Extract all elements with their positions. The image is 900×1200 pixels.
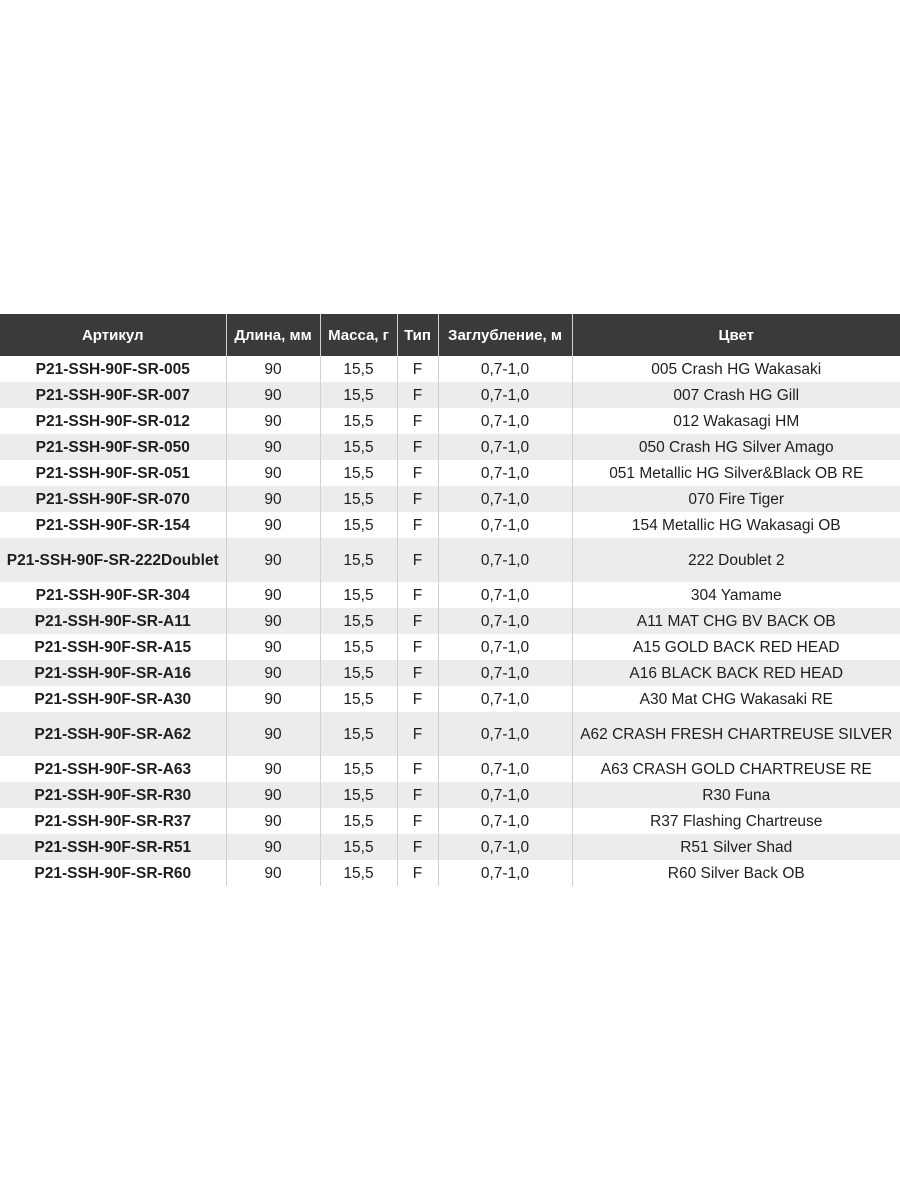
cell-depth: 0,7-1,0 <box>438 608 572 634</box>
cell-mass: 15,5 <box>320 756 397 782</box>
cell-length: 90 <box>226 860 320 886</box>
cell-color: 007 Crash HG Gill <box>572 382 900 408</box>
cell-article: P21-SSH-90F-SR-R60 <box>0 860 226 886</box>
cell-color: R37 Flashing Chartreuse <box>572 808 900 834</box>
cell-length: 90 <box>226 460 320 486</box>
cell-length: 90 <box>226 434 320 460</box>
cell-article: P21-SSH-90F-SR-A16 <box>0 660 226 686</box>
cell-mass: 15,5 <box>320 608 397 634</box>
cell-color: 154 Metallic HG Wakasagi OB <box>572 512 900 538</box>
cell-type: F <box>397 460 438 486</box>
cell-color: 070 Fire Tiger <box>572 486 900 512</box>
cell-depth: 0,7-1,0 <box>438 712 572 756</box>
cell-length: 90 <box>226 660 320 686</box>
cell-length: 90 <box>226 512 320 538</box>
cell-depth: 0,7-1,0 <box>438 782 572 808</box>
cell-length: 90 <box>226 538 320 582</box>
cell-type: F <box>397 608 438 634</box>
cell-article: P21-SSH-90F-SR-222Doublet <box>0 538 226 582</box>
cell-mass: 15,5 <box>320 834 397 860</box>
cell-type: F <box>397 382 438 408</box>
cell-type: F <box>397 782 438 808</box>
cell-type: F <box>397 834 438 860</box>
table-row <box>0 582 900 608</box>
table-row <box>0 382 900 408</box>
cell-length: 90 <box>226 834 320 860</box>
cell-color: 012 Wakasagi HM <box>572 408 900 434</box>
cell-article: P21-SSH-90F-SR-A15 <box>0 634 226 660</box>
cell-length: 90 <box>226 408 320 434</box>
cell-mass: 15,5 <box>320 686 397 712</box>
cell-mass: 15,5 <box>320 660 397 686</box>
cell-article: P21-SSH-90F-SR-A63 <box>0 756 226 782</box>
cell-depth: 0,7-1,0 <box>438 686 572 712</box>
table-row <box>0 512 900 538</box>
cell-mass: 15,5 <box>320 712 397 756</box>
cell-type: F <box>397 486 438 512</box>
cell-article: P21-SSH-90F-SR-R37 <box>0 808 226 834</box>
cell-color: R30 Funa <box>572 782 900 808</box>
header-color: Цвет <box>572 314 900 356</box>
cell-article: P21-SSH-90F-SR-A11 <box>0 608 226 634</box>
cell-color: 051 Metallic HG Silver&Black OB RE <box>572 460 900 486</box>
cell-type: F <box>397 538 438 582</box>
cell-article: P21-SSH-90F-SR-A30 <box>0 686 226 712</box>
cell-article: P21-SSH-90F-SR-070 <box>0 486 226 512</box>
cell-article: P21-SSH-90F-SR-R51 <box>0 834 226 860</box>
cell-type: F <box>397 582 438 608</box>
cell-depth: 0,7-1,0 <box>438 408 572 434</box>
cell-type: F <box>397 756 438 782</box>
cell-mass: 15,5 <box>320 582 397 608</box>
table-row <box>0 634 900 660</box>
table-row <box>0 834 900 860</box>
cell-mass: 15,5 <box>320 460 397 486</box>
cell-article: P21-SSH-90F-SR-007 <box>0 382 226 408</box>
table-body <box>0 356 900 886</box>
cell-depth: 0,7-1,0 <box>438 660 572 686</box>
cell-length: 90 <box>226 686 320 712</box>
cell-depth: 0,7-1,0 <box>438 756 572 782</box>
header-row <box>0 314 900 356</box>
cell-color: 005 Crash HG Wakasaki <box>572 356 900 382</box>
cell-mass: 15,5 <box>320 512 397 538</box>
cell-type: F <box>397 686 438 712</box>
cell-mass: 15,5 <box>320 808 397 834</box>
cell-mass: 15,5 <box>320 782 397 808</box>
cell-article: P21-SSH-90F-SR-304 <box>0 582 226 608</box>
cell-type: F <box>397 356 438 382</box>
cell-mass: 15,5 <box>320 634 397 660</box>
cell-depth: 0,7-1,0 <box>438 808 572 834</box>
header-depth: Заглубление, м <box>438 314 572 356</box>
cell-length: 90 <box>226 634 320 660</box>
cell-color: R51 Silver Shad <box>572 834 900 860</box>
table-row <box>0 808 900 834</box>
table-row <box>0 660 900 686</box>
cell-color: 050 Crash HG Silver Amago <box>572 434 900 460</box>
cell-mass: 15,5 <box>320 356 397 382</box>
table-row <box>0 408 900 434</box>
cell-color: 222 Doublet 2 <box>572 538 900 582</box>
cell-color: A11 MAT CHG BV BACK OB <box>572 608 900 634</box>
cell-length: 90 <box>226 382 320 408</box>
cell-depth: 0,7-1,0 <box>438 382 572 408</box>
cell-length: 90 <box>226 808 320 834</box>
cell-depth: 0,7-1,0 <box>438 460 572 486</box>
cell-mass: 15,5 <box>320 408 397 434</box>
header-article: Артикул <box>0 314 226 356</box>
table-row <box>0 486 900 512</box>
cell-type: F <box>397 660 438 686</box>
table-row <box>0 356 900 382</box>
cell-length: 90 <box>226 486 320 512</box>
cell-mass: 15,5 <box>320 860 397 886</box>
table-row <box>0 460 900 486</box>
table-row <box>0 608 900 634</box>
cell-depth: 0,7-1,0 <box>438 834 572 860</box>
cell-depth: 0,7-1,0 <box>438 634 572 660</box>
header-length: Длина, мм <box>226 314 320 356</box>
table-row <box>0 538 900 582</box>
cell-mass: 15,5 <box>320 382 397 408</box>
cell-color: A62 CRASH FRESH CHARTREUSE SILVER <box>572 712 900 756</box>
cell-mass: 15,5 <box>320 486 397 512</box>
cell-type: F <box>397 408 438 434</box>
cell-depth: 0,7-1,0 <box>438 860 572 886</box>
header-type: Тип <box>397 314 438 356</box>
header-mass: Масса, г <box>320 314 397 356</box>
spec-table-container <box>0 314 900 886</box>
cell-color: R60 Silver Back OB <box>572 860 900 886</box>
cell-depth: 0,7-1,0 <box>438 538 572 582</box>
cell-color: 304 Yamame <box>572 582 900 608</box>
table-header <box>0 314 900 356</box>
cell-depth: 0,7-1,0 <box>438 582 572 608</box>
cell-article: P21-SSH-90F-SR-005 <box>0 356 226 382</box>
cell-article: P21-SSH-90F-SR-A62 <box>0 712 226 756</box>
cell-length: 90 <box>226 356 320 382</box>
cell-article: P21-SSH-90F-SR-050 <box>0 434 226 460</box>
cell-color: A16 BLACK BACK RED HEAD <box>572 660 900 686</box>
cell-depth: 0,7-1,0 <box>438 512 572 538</box>
cell-type: F <box>397 808 438 834</box>
table-row <box>0 860 900 886</box>
cell-length: 90 <box>226 712 320 756</box>
cell-length: 90 <box>226 582 320 608</box>
cell-type: F <box>397 512 438 538</box>
cell-length: 90 <box>226 608 320 634</box>
table-row <box>0 782 900 808</box>
cell-article: P21-SSH-90F-SR-051 <box>0 460 226 486</box>
cell-length: 90 <box>226 756 320 782</box>
cell-article: P21-SSH-90F-SR-R30 <box>0 782 226 808</box>
cell-type: F <box>397 712 438 756</box>
cell-color: A63 CRASH GOLD CHARTREUSE RE <box>572 756 900 782</box>
cell-length: 90 <box>226 782 320 808</box>
cell-depth: 0,7-1,0 <box>438 356 572 382</box>
table-row <box>0 756 900 782</box>
cell-color: A30 Mat CHG Wakasaki RE <box>572 686 900 712</box>
cell-mass: 15,5 <box>320 538 397 582</box>
table-row <box>0 434 900 460</box>
cell-depth: 0,7-1,0 <box>438 486 572 512</box>
cell-color: A15 GOLD BACK RED HEAD <box>572 634 900 660</box>
cell-type: F <box>397 634 438 660</box>
table-row <box>0 686 900 712</box>
cell-type: F <box>397 860 438 886</box>
cell-article: P21-SSH-90F-SR-154 <box>0 512 226 538</box>
cell-mass: 15,5 <box>320 434 397 460</box>
cell-depth: 0,7-1,0 <box>438 434 572 460</box>
cell-type: F <box>397 434 438 460</box>
table-row <box>0 712 900 756</box>
cell-article: P21-SSH-90F-SR-012 <box>0 408 226 434</box>
spec-table <box>0 314 900 886</box>
